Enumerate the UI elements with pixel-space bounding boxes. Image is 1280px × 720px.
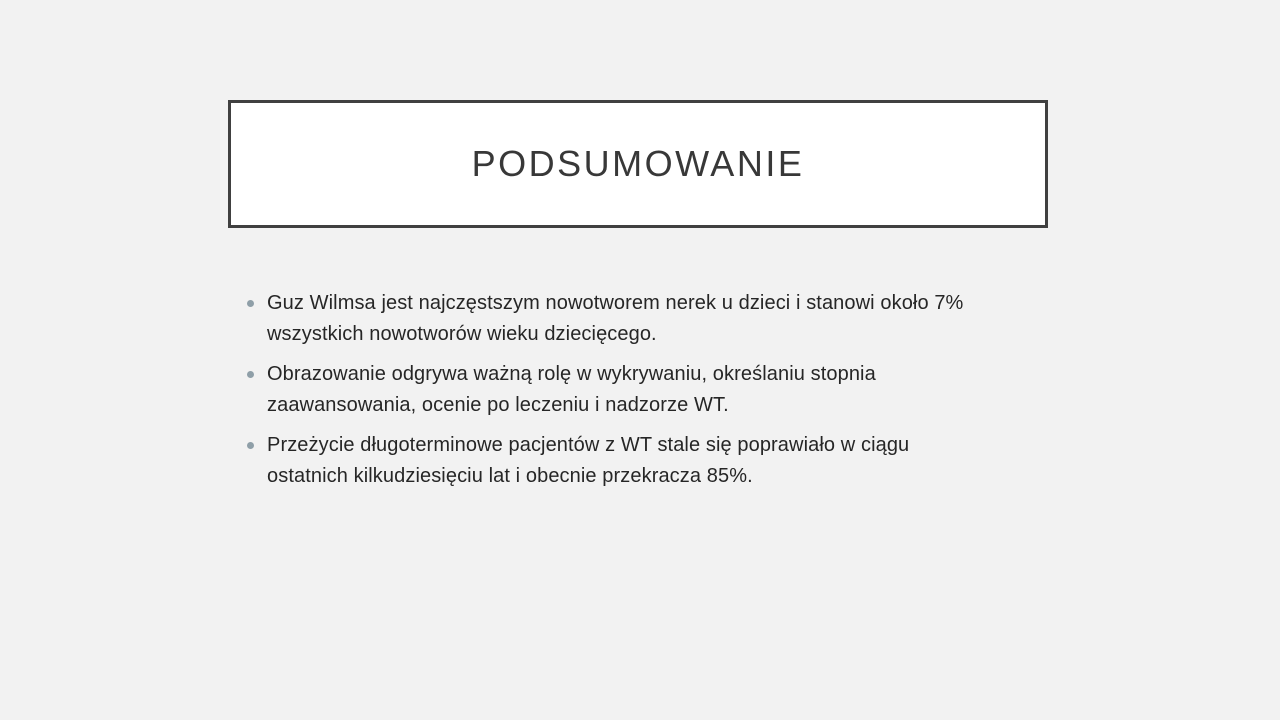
bullet-text [267,430,1047,492]
bullet-icon [247,300,254,307]
bullet-icon [247,371,254,378]
bullet-text [267,288,1047,350]
bullet-line: Obrazowanie odgrywa ważną rolę w wykrywaniu, określaniu stopnia [267,363,876,385]
bullet-line: wszystkich nowotworów wieku dziecięcego. [267,323,657,345]
bullet-line: ostatnich kilkudziesięciu lat i obecnie przekracza 85%. [267,465,753,487]
bullet-line: Guz Wilmsa jest najczęstszym nowotworem nerek u dzieci i stanowi około 7% [267,292,964,314]
bullet-item [247,288,1047,350]
bullet-text [267,359,1047,421]
slide-title-box [228,100,1048,228]
bullet-item [247,430,1047,492]
bullet-line: zaawansowania, ocenie po leczeniu i nadzorze WT. [267,394,729,416]
bullet-item [247,359,1047,421]
slide-title: PODSUMOWANIE [471,143,805,184]
bullet-line: Przeżycie długoterminowe pacjentów z WT stale się poprawiało w ciągu [267,434,910,456]
bullet-icon [247,442,254,449]
slide-body [247,288,1047,501]
